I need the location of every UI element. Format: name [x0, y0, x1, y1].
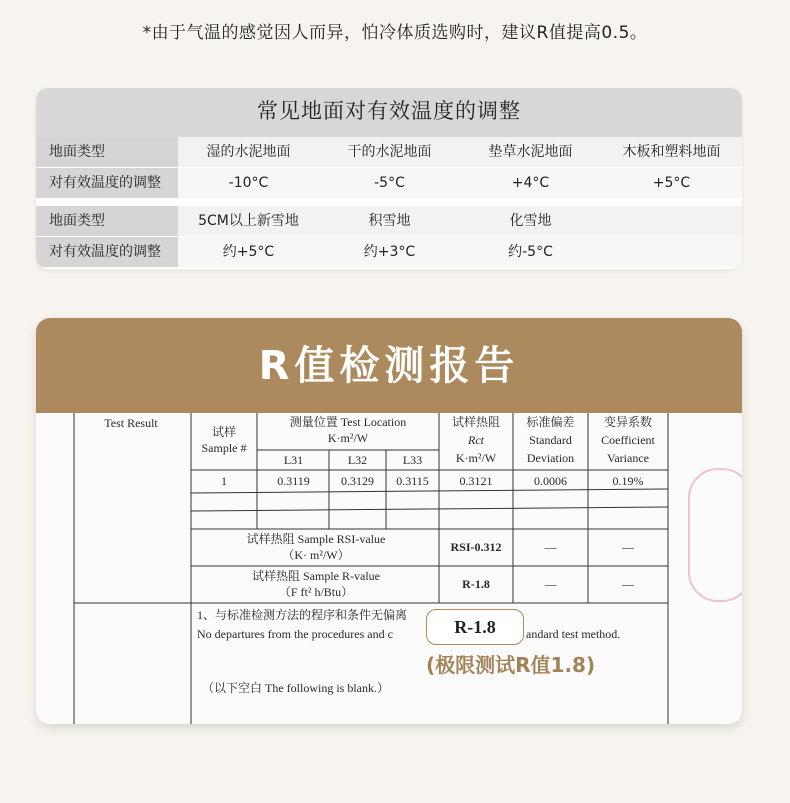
remark-en: No departures from the procedures and c [197, 627, 393, 641]
rsi-value: RSI-0.312 [450, 540, 502, 554]
rsi-cv-dash: — [622, 540, 634, 554]
column-l33: L33 [402, 453, 423, 467]
value-l33: 0.3115 [396, 474, 429, 488]
r-std-dash: — [544, 577, 557, 591]
sample-header-cn: 试样 [211, 425, 236, 439]
value-cv: 0.19% [612, 474, 644, 488]
std-header-en1: Standard [529, 433, 572, 447]
table-row [36, 237, 742, 268]
row-label: 地面类型 [36, 137, 178, 167]
r-value-badge: R-1.8 [426, 609, 524, 645]
sample-number: 1 [221, 474, 227, 488]
rct-header-unit: K·m²/W [455, 451, 497, 465]
location-unit: K·m²/W [327, 431, 369, 445]
value-rct: 0.3121 [459, 474, 493, 488]
table-cell: 5CM以上新雪地 [178, 206, 319, 236]
red-seal-stamp [688, 468, 742, 602]
ground-table-title: 常见地面对有效温度的调整 [36, 88, 742, 137]
row-label: 对有效温度的调整 [36, 168, 178, 198]
table-cell: 垫草水泥地面 [460, 137, 601, 167]
std-header-cn: 标准偏差 [526, 415, 575, 429]
table-cell: 干的水泥地面 [319, 137, 460, 167]
rct-header-cn: 试样热阻 [451, 415, 500, 429]
table-cell: 积雪地 [319, 206, 460, 236]
rsi-label: 试样热阻 Sample RSI-value [246, 532, 386, 546]
cv-header-cn: 变异系数 [603, 415, 652, 429]
r-unit: （F ft² h/Btu） [278, 585, 354, 599]
ground-adjustment-card [36, 88, 742, 269]
test-report-scan [36, 413, 742, 724]
value-l31: 0.3119 [277, 474, 310, 488]
table-cell: 约+3°C [319, 237, 460, 267]
table-cell: +4°C [460, 168, 601, 198]
rct-header-symbol: Rct [468, 433, 484, 447]
remark-en-tail: andard test method. [526, 627, 621, 641]
column-l32: L32 [347, 453, 368, 467]
rsi-unit: （K· m²/W） [282, 548, 350, 562]
table-cell [601, 237, 742, 267]
column-l31: L31 [283, 453, 304, 467]
table-cell: -10°C [178, 168, 319, 198]
table-row [36, 168, 742, 199]
table-row [36, 206, 742, 237]
value-std: 0.0006 [534, 474, 567, 488]
table-cell: 化雪地 [460, 206, 601, 236]
table-cell: 木板和塑料地面 [601, 137, 742, 167]
table-cell: 约-5°C [460, 237, 601, 267]
table-row [36, 137, 742, 168]
r-value-note: *由于气温的感觉因人而异，怕冷体质选购时，建议R值提高0.5。 [142, 23, 648, 43]
r-cv-dash: — [622, 577, 634, 591]
sample-header-en: Sample # [201, 441, 247, 455]
table-cell [601, 206, 742, 236]
cv-header-en1: Coefficient [601, 433, 655, 447]
limit-test-note: (极限测试R值1.8) [426, 653, 596, 677]
blank-note: （以下空白 The following is blank.） [202, 681, 389, 695]
location-header: 测量位置 Test Location [289, 415, 407, 429]
std-header-en2: Deviation [526, 451, 575, 465]
cv-header-en2: Variance [607, 451, 649, 465]
r-value-report-card [36, 318, 742, 724]
table-cell: 湿的水泥地面 [178, 137, 319, 167]
r-label: 试样热阻 Sample R-value [252, 569, 380, 583]
test-result-label: Test Result [104, 416, 158, 430]
table-cell: 约+5°C [178, 237, 319, 267]
value-l32: 0.3129 [341, 474, 374, 488]
r-value: R-1.8 [462, 577, 490, 591]
row-label: 地面类型 [36, 206, 178, 236]
remark-cn: 1、与标准检测方法的程序和条件无偏离 [197, 608, 408, 622]
rsi-std-dash: — [544, 540, 557, 554]
table-cell: +5°C [601, 168, 742, 198]
row-label: 对有效温度的调整 [36, 237, 178, 267]
divider [36, 199, 742, 206]
report-title: R值检测报告 [36, 318, 742, 413]
table-cell: -5°C [319, 168, 460, 198]
